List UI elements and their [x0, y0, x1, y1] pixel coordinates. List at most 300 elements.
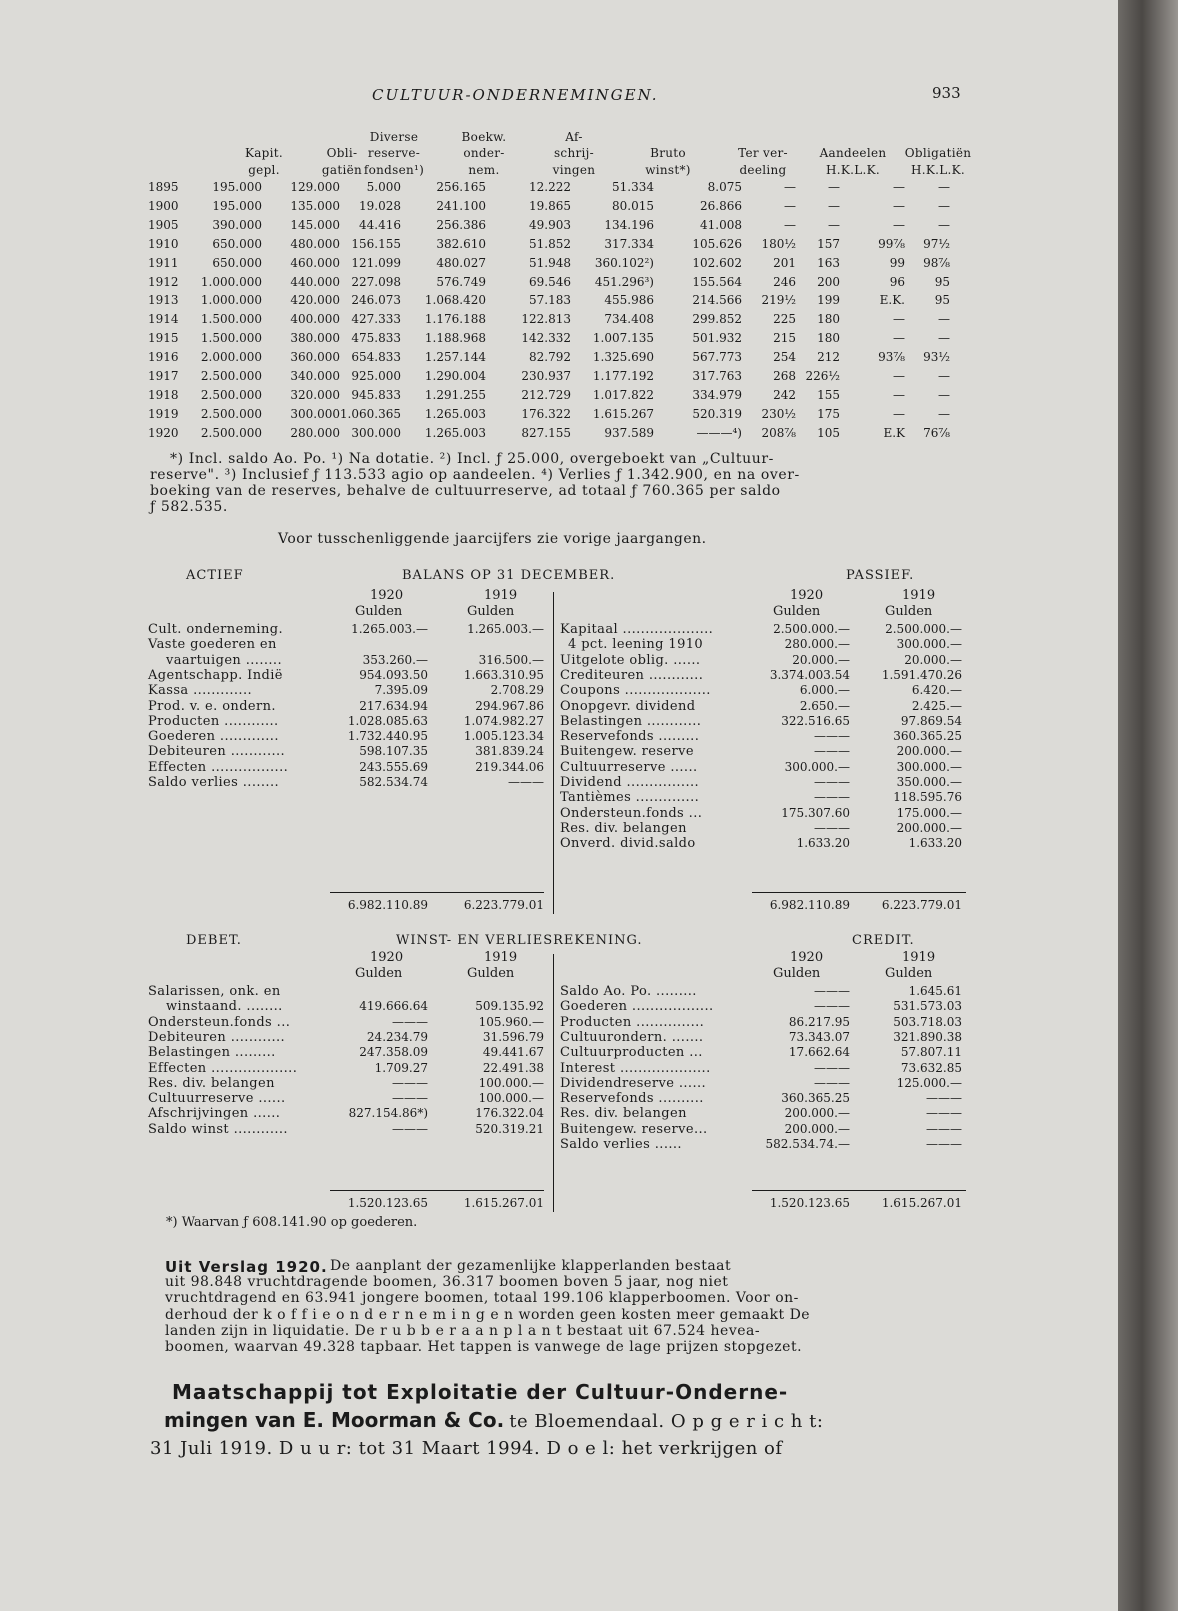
account-value-current: 24.234.79 — [366, 1029, 428, 1044]
account-value-current: 582.534.74.— — [765, 1137, 850, 1151]
stats-value-cell: 300.000 — [290, 406, 340, 421]
stats-value-cell: 199 — [817, 293, 840, 308]
stats-year-cell: 1913 — [148, 293, 179, 308]
stats-value-cell: 501.932 — [692, 331, 742, 346]
account-value-current: 2.500.000.— — [773, 622, 850, 636]
stats-value-cell: 230.937 — [521, 369, 571, 383]
stats-value-cell: 98⅞ — [923, 255, 950, 270]
stats-value-cell: 212.729 — [521, 387, 571, 402]
total-rule — [330, 1190, 544, 1191]
year-heading: 1920 — [790, 950, 824, 965]
account-value-previous: 2.425.— — [911, 698, 962, 713]
account-row-label: Uitgelote oblig. ...... — [560, 652, 701, 668]
stats-column-header: H.K.L.K. — [910, 163, 966, 177]
year-heading: 1919 — [902, 588, 936, 603]
account-value-previous: 20.000.— — [904, 652, 962, 667]
account-value-previous: ——— — [508, 775, 544, 789]
stats-value-cell: 400.000 — [290, 312, 340, 327]
account-total: 1.520.123.65 — [347, 1196, 428, 1210]
stats-value-cell: 1.000.000 — [200, 274, 262, 289]
stats-value-cell: 201 — [773, 255, 796, 270]
account-value-current: 360.365.25 — [781, 1091, 850, 1106]
stats-column-header: winst*) — [645, 163, 691, 177]
stats-value-cell: ———⁴) — [696, 425, 742, 440]
account-row-label: winstaand. ........ — [166, 999, 283, 1015]
stats-value-cell: 256.165 — [436, 180, 486, 194]
stats-value-cell: 93½ — [923, 350, 950, 365]
account-value-current: 17.662.64 — [788, 1045, 850, 1060]
account-value-current: 1.633.20 — [796, 836, 850, 851]
stats-value-cell: 227.098 — [351, 274, 401, 289]
account-value-current: 1.265.003.— — [351, 622, 428, 636]
account-value-current: ——— — [814, 744, 850, 759]
stats-value-cell: 320.000 — [290, 387, 340, 402]
stats-value-cell: 214.566 — [692, 293, 742, 308]
stats-value-cell: 99⅞ — [878, 236, 905, 251]
stats-year-cell: 1916 — [148, 350, 179, 365]
unit-heading: Gulden — [467, 966, 515, 981]
account-value-previous: 6.420.— — [911, 683, 962, 698]
account-value-previous: 175.000.— — [896, 805, 962, 820]
stats-value-cell: 650.000 — [212, 255, 262, 270]
verslag-line: derhoud der k o f f i e o n d e r n e m i n g e n worden geen kosten meer gemaakt De — [165, 1306, 811, 1323]
account-value-current: 322.516.65 — [781, 713, 850, 728]
account-row-label: Dividend ................ — [560, 775, 700, 790]
stats-value-cell: 246.073 — [351, 293, 401, 308]
account-row-label: Dividendreserve ...... — [560, 1075, 707, 1091]
account-value-previous: 1.591.470.26 — [881, 667, 962, 682]
stats-value-cell: — — [938, 369, 950, 383]
stats-column-header: reserve- — [367, 146, 421, 160]
account-value-current: ——— — [392, 1075, 428, 1090]
page-header-title: CULTUUR-ONDERNEMINGEN. — [372, 86, 659, 104]
stats-value-cell: 1.500.000 — [200, 312, 262, 327]
account-value-previous: 321.890.38 — [893, 1029, 962, 1044]
account-value-previous: 294.967.86 — [475, 698, 544, 713]
total-rule — [752, 892, 966, 893]
stats-value-cell: 8.075 — [707, 180, 742, 194]
stats-value-cell: 142.332 — [521, 331, 571, 346]
stats-value-cell: 26.866 — [700, 198, 742, 213]
account-row-label: Debiteuren ............ — [148, 1029, 286, 1045]
account-row-label: Tantièmes .............. — [560, 790, 700, 806]
account-value-current: 827.154.86*) — [348, 1106, 428, 1121]
account-row-label: Belastingen ......... — [148, 1045, 276, 1061]
stats-value-cell: 480.027 — [436, 255, 486, 270]
stats-column-header: Af- — [565, 130, 583, 144]
account-value-current: ——— — [814, 775, 850, 789]
stats-value-cell: — — [938, 387, 950, 402]
account-value-current: 175.307.60 — [781, 805, 850, 820]
company-line3: 31 Juli 1919. D u u r: tot 31 Maart 1994. D o e l: het verkrijgen of — [150, 1438, 783, 1459]
stats-value-cell: 156.155 — [351, 236, 401, 251]
stats-value-cell: 1.068.420 — [424, 293, 486, 308]
stats-value-cell: — — [893, 312, 905, 327]
account-row-label: Producten ............ — [148, 713, 279, 729]
unit-heading: Gulden — [467, 604, 515, 619]
winst-footnote: *) Waarvan ƒ 608.141.90 op goederen. — [166, 1215, 418, 1230]
stats-value-cell: 44.416 — [359, 217, 401, 232]
stats-value-cell: 340.000 — [290, 369, 340, 383]
account-total: 1.615.267.01 — [881, 1196, 962, 1210]
account-value-current: 954.093.50 — [359, 667, 428, 682]
account-row-label: Cult. onderneming. — [148, 622, 283, 637]
stats-value-cell: 2.500.000 — [200, 387, 262, 402]
stats-value-cell: 1.017.822 — [592, 387, 654, 402]
balans-right-heading: PASSIEF. — [846, 568, 915, 583]
stats-year-cell: 1914 — [148, 312, 179, 327]
account-value-previous: 57.807.11 — [900, 1045, 962, 1060]
account-value-current: ——— — [392, 1091, 428, 1106]
account-value-previous: 316.500.— — [478, 652, 544, 667]
account-value-current: 3.374.003.54 — [769, 667, 850, 682]
total-rule — [752, 1190, 966, 1191]
account-value-current: ——— — [392, 1014, 428, 1029]
total-rule — [330, 892, 544, 893]
stats-value-cell: 2.500.000 — [200, 406, 262, 421]
account-value-current: 6.000.— — [799, 683, 850, 698]
stats-value-cell: 360.000 — [290, 350, 340, 365]
account-value-previous: 360.365.25 — [893, 729, 962, 744]
account-row-label: Producten ............... — [560, 1014, 705, 1030]
account-row-label: 4 pct. leening 1910 — [568, 637, 704, 653]
account-row-label: Res. div. belangen — [148, 1075, 275, 1091]
account-value-previous: 2.708.29 — [490, 683, 544, 698]
stats-value-cell: 300.000 — [351, 425, 401, 440]
stats-value-cell: 480.000 — [290, 236, 340, 251]
stats-column-header: gepl. — [248, 163, 280, 177]
account-value-previous: 219.344.06 — [475, 759, 544, 774]
stats-value-cell: 134.196 — [604, 217, 654, 232]
account-value-previous: 176.322.04 — [475, 1106, 544, 1121]
stats-column-header: deeling — [739, 163, 787, 177]
account-row-label: Buitengew. reserve... — [560, 1121, 708, 1137]
stats-value-cell: 80.015 — [612, 198, 654, 213]
stats-value-cell: 360.102²) — [594, 255, 654, 270]
stats-value-cell: 654.833 — [351, 350, 401, 365]
stats-value-cell: 925.000 — [351, 369, 401, 383]
account-value-previous: ——— — [926, 1106, 962, 1121]
account-value-previous: 73.632.85 — [900, 1060, 962, 1075]
stats-value-cell: 1.000.000 — [200, 293, 262, 308]
account-value-current: 353.260.— — [362, 652, 428, 667]
stats-value-cell: 241.100 — [436, 198, 486, 213]
stats-year-cell: 1912 — [148, 274, 179, 289]
company-line2 — [164, 1408, 823, 1432]
stats-value-cell: 460.000 — [290, 255, 340, 270]
account-value-previous: 200.000.— — [896, 820, 962, 835]
account-value-previous: 1.265.003.— — [467, 622, 544, 636]
stats-column-header: Diverse — [369, 130, 419, 144]
stats-value-cell: 69.546 — [529, 274, 571, 289]
stats-value-cell: 145.000 — [290, 217, 340, 232]
account-row-label: Kapitaal .................... — [560, 622, 714, 637]
stats-value-cell: 650.000 — [212, 236, 262, 251]
account-value-current: 1.732.440.95 — [347, 729, 428, 744]
account-row-label: Saldo verlies ...... — [560, 1137, 682, 1152]
account-row-label: Cultuurreserve ...... — [560, 759, 698, 775]
stats-value-cell: 576.749 — [436, 274, 486, 289]
stats-value-cell: 12.222 — [529, 180, 571, 194]
company-name-line2: mingen van E. Moorman & Co. — [164, 1408, 505, 1432]
account-row-label: Reservefonds .......... — [560, 1091, 704, 1107]
account-value-previous: 350.000.— — [896, 775, 962, 789]
verslag-line: De aanplant der gezamenlijke klapperlanden bestaat — [330, 1258, 732, 1274]
account-value-current: ——— — [814, 999, 850, 1014]
stats-value-cell: — — [893, 406, 905, 421]
account-row-label: Res. div. belangen — [560, 1106, 687, 1122]
stats-value-cell: 242 — [773, 387, 796, 402]
stats-value-cell: 230½ — [761, 406, 796, 421]
account-row-label: Buitengew. reserve — [560, 744, 694, 760]
account-row-label: Ondersteun.fonds ... — [560, 805, 703, 821]
stats-year-cell: 1905 — [148, 217, 179, 232]
stats-column-header: Ter ver- — [738, 146, 788, 160]
account-row-label: Res. div. belangen — [560, 820, 687, 836]
stats-footnote-line: boeking van de reserves, behalve de cultuurreserve, ad totaal ƒ 760.365 per saldo — [150, 483, 781, 499]
account-row-label: Cultuurproducten ... — [560, 1045, 703, 1061]
account-total: 1.520.123.65 — [769, 1196, 850, 1210]
account-row-label: Saldo Ao. Po. ......... — [560, 984, 697, 999]
stats-value-cell: — — [938, 198, 950, 213]
account-value-current: ——— — [814, 729, 850, 744]
account-value-current: 419.666.64 — [359, 999, 428, 1014]
stats-footnote-line: *) Incl. saldo Ao. Po. ¹) Na dotatie. ²) Incl. ƒ 25.000, overgeboekt van „Cultuur- — [170, 451, 774, 467]
stats-value-cell: 1.176.188 — [424, 312, 486, 327]
account-value-previous: 503.718.03 — [893, 1014, 962, 1029]
stats-value-cell: 254 — [773, 350, 796, 365]
account-value-current: 217.634.94 — [359, 698, 428, 713]
stats-value-cell: — — [828, 180, 840, 194]
stats-column-header: Bruto — [650, 146, 686, 160]
stats-column-header: Boekw. — [461, 130, 507, 144]
account-row-label: Crediteuren ............ — [560, 667, 704, 683]
stats-value-cell: — — [938, 406, 950, 421]
year-heading: 1919 — [484, 588, 518, 603]
stats-value-cell: — — [784, 180, 796, 194]
stats-value-cell: 51.334 — [612, 180, 654, 194]
stats-value-cell: 195.000 — [212, 180, 262, 194]
stats-value-cell: 440.000 — [290, 274, 340, 289]
account-value-previous: 1.663.310.95 — [463, 667, 544, 682]
account-row-label: Salarissen, onk. en — [148, 984, 281, 999]
account-value-current: ——— — [392, 1121, 428, 1136]
stats-value-cell: 1.060.365 — [339, 406, 401, 421]
year-heading: 1919 — [484, 950, 518, 965]
stats-value-cell: — — [828, 217, 840, 232]
stats-value-cell: 2.500.000 — [200, 425, 262, 440]
unit-heading: Gulden — [355, 604, 403, 619]
verslag-line: boomen, waarvan 49.328 tapbaar. Het tappen is vanwege de lage prijzen stopgezet. — [165, 1339, 803, 1355]
account-value-previous: 125.000.— — [896, 1075, 962, 1090]
account-value-previous: 300.000.— — [896, 637, 962, 652]
stats-value-cell: 76⅞ — [923, 425, 950, 440]
stats-value-cell: 195.000 — [212, 198, 262, 213]
stats-value-cell: 1.177.192 — [592, 369, 654, 383]
account-divider-line — [553, 954, 554, 1212]
stats-footnote-line: ƒ 582.535. — [150, 499, 228, 515]
stats-value-cell: 520.319 — [692, 406, 742, 421]
stats-value-cell: 122.813 — [521, 312, 571, 327]
stats-value-cell: — — [938, 217, 950, 232]
account-row-label: Saldo winst ............ — [148, 1121, 288, 1137]
winst-title: WINST- EN VERLIESREKENING. — [396, 933, 643, 948]
stats-footnote-line: reserve". ³) Inclusief ƒ 113.533 agio op aandeelen. ⁴) Verlies ƒ 1.342.900, en na over- — [150, 467, 800, 483]
stats-value-cell: 176.322 — [521, 406, 571, 421]
stats-value-cell: 129.000 — [290, 180, 340, 194]
account-row-label: Onopgevr. dividend — [560, 698, 696, 714]
stats-value-cell: 93⅞ — [878, 350, 905, 365]
stats-value-cell: 97½ — [923, 236, 950, 251]
winst-right-heading: CREDIT. — [852, 933, 915, 948]
stats-value-cell: E.K. — [879, 293, 905, 308]
stats-value-cell: — — [938, 312, 950, 327]
account-total: 1.615.267.01 — [463, 1196, 544, 1210]
account-row-label: Kassa ............. — [148, 683, 253, 699]
stats-value-cell: 420.000 — [290, 293, 340, 308]
stats-value-cell: 455.986 — [604, 293, 654, 308]
account-total: 6.223.779.01 — [463, 898, 544, 912]
stats-column-header: fondsen¹) — [363, 163, 425, 177]
unit-heading: Gulden — [885, 604, 933, 619]
stats-value-cell: 180 — [817, 312, 840, 327]
account-total: 6.982.110.89 — [347, 898, 428, 912]
stats-year-cell: 1895 — [148, 180, 179, 194]
account-value-current: 1.028.085.63 — [347, 713, 428, 728]
account-value-current: 598.107.35 — [359, 744, 428, 759]
stats-value-cell: 299.852 — [692, 312, 742, 327]
account-value-previous: 300.000.— — [896, 759, 962, 774]
stats-value-cell: 57.183 — [529, 293, 571, 308]
account-value-current: 86.217.95 — [788, 1014, 850, 1029]
stats-value-cell: — — [893, 331, 905, 346]
stats-value-cell: 2.500.000 — [200, 369, 262, 383]
stats-value-cell: — — [784, 217, 796, 232]
account-value-previous: 22.491.38 — [482, 1060, 544, 1075]
account-value-current: 20.000.— — [792, 652, 850, 667]
stats-value-cell: 734.408 — [604, 312, 654, 327]
stats-value-cell: 157 — [817, 236, 840, 251]
company-founded-label: te Bloemendaal. O p g e r i c h t: — [509, 1411, 824, 1432]
stats-value-cell: — — [893, 217, 905, 232]
book-spine-shadow — [1118, 0, 1178, 1611]
account-row-label: Belastingen ............ — [560, 713, 702, 729]
account-row-label: Effecten ................. — [148, 759, 289, 775]
account-value-current: 243.555.69 — [359, 759, 428, 774]
page-number: 933 — [932, 84, 961, 102]
account-row-label: Saldo verlies ........ — [148, 775, 280, 790]
stats-year-cell: 1910 — [148, 236, 179, 251]
account-row-label: Afschrijvingen ...... — [148, 1106, 281, 1122]
stats-value-cell: 215 — [773, 331, 796, 346]
account-value-current: 300.000.— — [784, 759, 850, 774]
stats-column-header: gatiën — [321, 163, 363, 177]
stats-value-cell: — — [893, 198, 905, 213]
unit-heading: Gulden — [355, 966, 403, 981]
account-value-previous: 1.005.123.34 — [463, 729, 544, 744]
stats-value-cell: 155 — [817, 387, 840, 402]
account-value-current: 200.000.— — [784, 1106, 850, 1121]
stats-value-cell: 102.602 — [692, 255, 742, 270]
account-value-current: 73.343.07 — [788, 1029, 850, 1044]
stats-value-cell: 1.291.255 — [424, 387, 486, 402]
account-value-previous: 118.595.76 — [893, 790, 962, 805]
stats-value-cell: 51.852 — [529, 236, 571, 251]
stats-value-cell: 945.833 — [351, 387, 401, 402]
stats-value-cell: 135.000 — [290, 198, 340, 213]
account-value-current: 247.358.09 — [359, 1045, 428, 1060]
stats-value-cell: 41.008 — [700, 217, 742, 232]
balans-title: BALANS OP 31 DECEMBER. — [402, 568, 616, 583]
stats-value-cell: — — [938, 331, 950, 346]
account-value-previous: 509.135.92 — [475, 999, 544, 1014]
stats-value-cell: 105.626 — [692, 236, 742, 251]
year-heading: 1920 — [790, 588, 824, 603]
stats-value-cell: 155.564 — [692, 274, 742, 289]
account-total: 6.223.779.01 — [881, 898, 962, 912]
account-value-current: ——— — [814, 1075, 850, 1090]
stats-value-cell: 1.007.135 — [592, 331, 654, 346]
stats-value-cell: 334.979 — [692, 387, 742, 402]
stats-value-cell: 2.000.000 — [200, 350, 262, 365]
stats-value-cell: 180 — [817, 331, 840, 346]
stats-year-cell: 1920 — [148, 425, 179, 440]
stats-value-cell: 1.265.003 — [424, 406, 486, 421]
stats-value-cell: 208⅞ — [761, 425, 796, 440]
stats-value-cell: 180½ — [761, 236, 796, 251]
stats-value-cell: — — [893, 369, 905, 383]
account-value-previous: 97.869.54 — [900, 713, 962, 728]
stats-value-cell: — — [938, 180, 950, 194]
year-heading: 1919 — [902, 950, 936, 965]
verslag-line: landen zijn in liquidatie. De r u b b e r a a n p l a n t bestaat uit 67.524 hevea- — [165, 1322, 761, 1339]
stats-value-cell: 200 — [817, 274, 840, 289]
stats-value-cell: 280.000 — [290, 425, 340, 440]
stats-value-cell: 268 — [773, 369, 796, 383]
account-row-label: Effecten ................... — [148, 1060, 298, 1076]
account-total: 6.982.110.89 — [769, 898, 850, 912]
stats-column-header: Obli- — [326, 146, 358, 160]
unit-heading: Gulden — [773, 604, 821, 619]
stats-value-cell: 1.325.690 — [592, 350, 654, 365]
stats-value-cell: 382.610 — [436, 236, 486, 251]
stats-value-cell: 1.257.144 — [424, 350, 486, 365]
account-value-previous: 531.573.03 — [893, 999, 962, 1014]
stats-year-cell: 1915 — [148, 331, 179, 346]
stats-year-cell: 1900 — [148, 198, 179, 213]
account-value-previous: 200.000.— — [896, 744, 962, 759]
account-row-label: Prod. v. e. ondern. — [148, 698, 276, 714]
stats-value-cell: — — [784, 198, 796, 213]
stats-value-cell: 95 — [934, 293, 950, 308]
verslag-lead: Uit Verslag 1920. — [165, 1258, 328, 1276]
company-name-line1: Maatschappij tot Exploitatie der Cultuur-Onderne- — [172, 1380, 789, 1404]
account-row-label: vaartuigen ........ — [166, 652, 282, 668]
stats-value-cell: 317.763 — [692, 369, 742, 383]
stats-value-cell: 5.000 — [366, 180, 401, 194]
stats-value-cell: 380.000 — [290, 331, 340, 346]
account-value-previous: 49.441.67 — [482, 1045, 544, 1060]
stats-value-cell: 105 — [817, 425, 840, 440]
stats-value-cell: 567.773 — [692, 350, 742, 365]
account-row-label: Cultuurondern. ....... — [560, 1029, 704, 1045]
account-value-current: ——— — [814, 1060, 850, 1075]
account-row-label: Reservefonds ......... — [560, 729, 700, 745]
stats-value-cell: 475.833 — [351, 331, 401, 346]
stats-value-cell: 225 — [773, 312, 796, 327]
stats-column-header: schrij- — [553, 146, 595, 160]
winst-left-heading: DEBET. — [186, 933, 242, 948]
